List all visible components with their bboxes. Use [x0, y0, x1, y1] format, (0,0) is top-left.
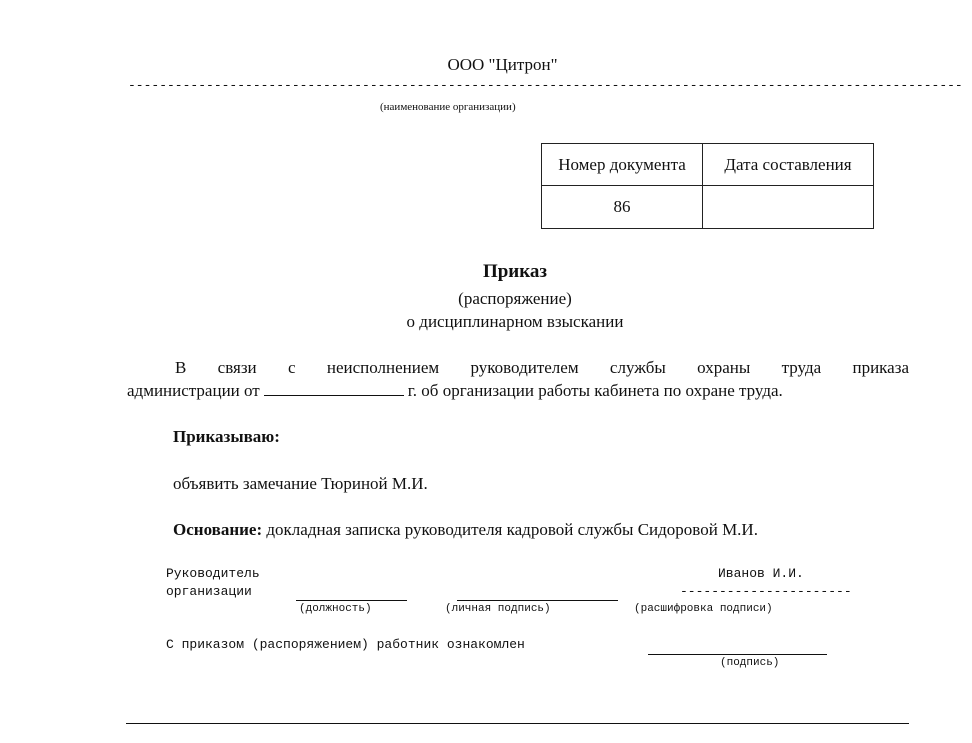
acknowledgement-text: С приказом (распоряжением) работник ознакомлен	[166, 637, 525, 652]
table-left-border	[541, 143, 542, 229]
caption-signature: (личная подпись)	[445, 603, 551, 615]
signer-role-line-1: Руководитель	[166, 566, 260, 581]
date-blank-line	[264, 381, 404, 396]
basis-text: докладная записка руководителя кадровой службы Сидоровой М.И.	[266, 520, 758, 539]
paragraph-line-2-end: г. об организации работы кабинета по охране труда.	[407, 381, 783, 400]
signer-role-line-2: организации	[166, 584, 252, 599]
organization-name: ООО "Цитрон"	[447, 55, 558, 74]
paragraph-line-1: В связи с неисполнением руководителем службы охраны труда приказа	[175, 358, 909, 377]
basis	[173, 520, 758, 540]
caption-acknowledgement: (подпись)	[720, 657, 780, 669]
bottom-rule	[126, 723, 909, 724]
document-title: Приказ	[482, 261, 548, 282]
head-name: Иванов И.И.	[718, 566, 804, 581]
doc-number-value: 86	[613, 197, 631, 216]
table-top-border	[541, 143, 874, 144]
document-number-table	[541, 143, 874, 229]
doc-date-header: Дата составления	[724, 155, 852, 174]
caption-decoding: (расшифровка подписи)	[634, 603, 773, 615]
table-right-border	[873, 143, 874, 229]
document-subject: о дисциплинарном взыскании	[406, 312, 624, 331]
acknowledgement-signature-line	[648, 654, 827, 655]
basis-label: Основание:	[173, 520, 263, 539]
personal-signature-line	[457, 600, 618, 601]
document-subtitle: (распоряжение)	[458, 289, 572, 308]
order-heading: Приказываю:	[173, 427, 280, 446]
paragraph-line-2-start: администрации от	[127, 381, 260, 400]
order-item: объявить замечание Тюриной М.И.	[173, 474, 428, 493]
position-signature-line	[296, 600, 407, 601]
caption-position: (должность)	[299, 603, 372, 615]
head-name-dashes: ----------------------	[680, 584, 852, 599]
organization-caption: (наименование организации)	[380, 101, 516, 113]
paragraph-line-2	[127, 381, 783, 401]
doc-number-header: Номер документа	[558, 155, 686, 174]
table-bottom-border	[541, 228, 874, 229]
table-middle-border	[541, 185, 874, 186]
organization-underline: -----------------------------------------------------------------------------------------------------------	[128, 78, 963, 93]
table-column-divider	[702, 143, 703, 229]
